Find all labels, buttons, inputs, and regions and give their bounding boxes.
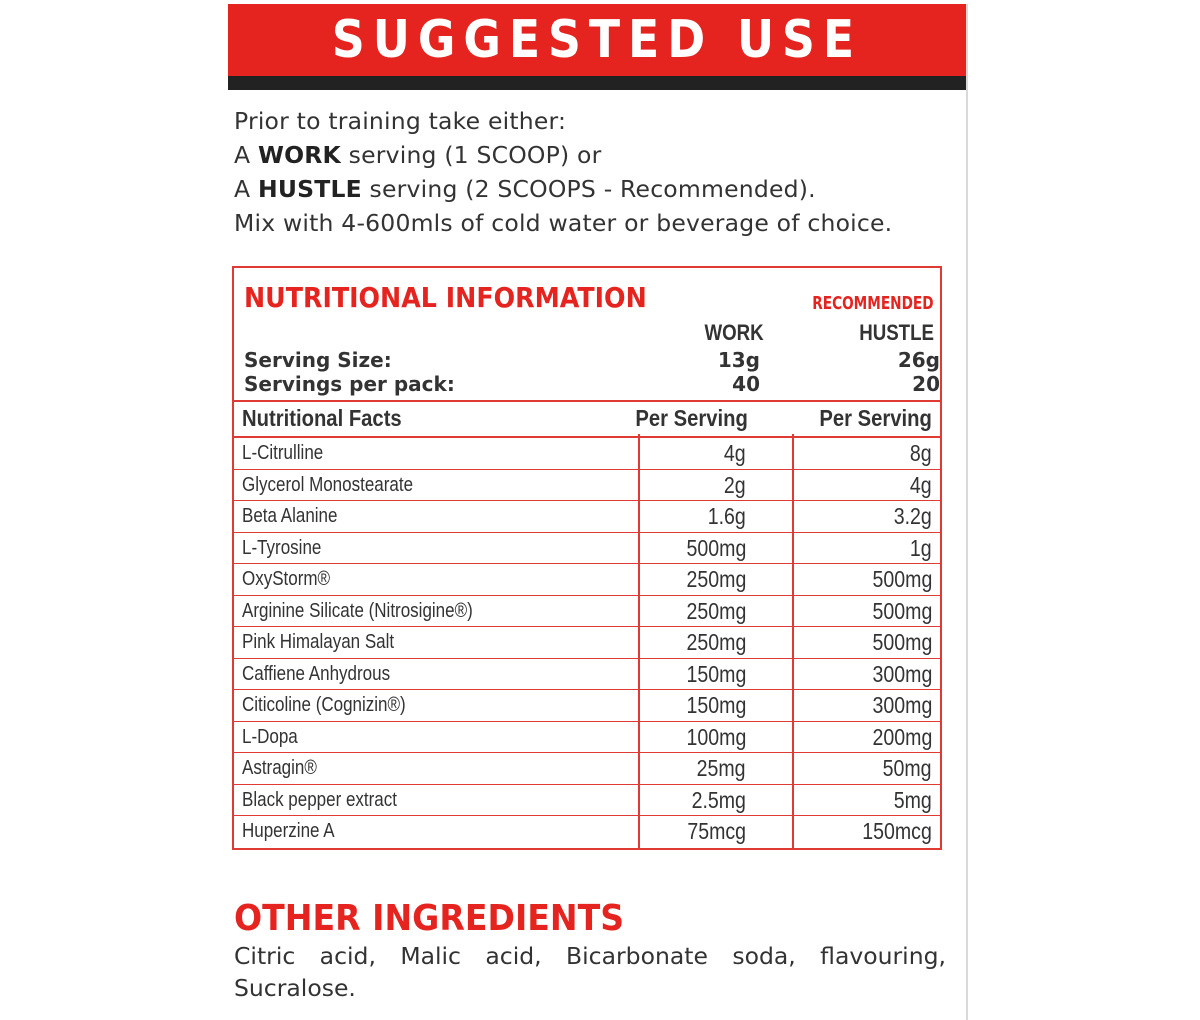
work-amount: 2.5mg (691, 786, 746, 813)
ingredient-name: Huperzine A (242, 820, 335, 842)
facts-header-row (234, 402, 940, 438)
hustle-amount: 5mg (893, 786, 932, 813)
work-amount: 100mg (686, 723, 746, 750)
ingredient-name: Black pepper extract (242, 788, 397, 811)
hustle-amount: 3.2g (893, 503, 932, 529)
hustle-label: HUSTLE (257, 175, 362, 203)
facts-rows (234, 438, 940, 847)
hustle-amount: 200mg (872, 723, 932, 750)
work-label: WORK (257, 141, 341, 169)
work-amount: 250mg (686, 629, 746, 655)
recommended-label: RECOMMENDED (812, 294, 934, 314)
table-row (234, 438, 940, 470)
other-ingredients-line-1: Citric acid, Malic acid, Bicarbonate soda, flavouring, (234, 942, 946, 970)
table-row (234, 596, 940, 628)
table-row (234, 627, 940, 659)
usage-line-2 (234, 138, 954, 172)
ingredient-name: Caffiene Anhydrous (242, 662, 391, 685)
facts-header-hustle: Per Serving (819, 405, 932, 431)
usage-line-4: Mix with 4-600mls of cold water or beverage of choice. (234, 209, 893, 237)
hustle-amount: 500mg (872, 629, 932, 655)
table-row (234, 785, 940, 817)
ingredient-name: OxyStorm® (242, 568, 331, 590)
hustle-column-header: HUSTLE (859, 320, 934, 345)
column-divider-2 (792, 434, 794, 848)
servings-per-pack-row (244, 372, 940, 396)
banner-divider (228, 76, 966, 90)
ingredient-name: Citicoline (Cognizin®) (242, 694, 406, 716)
hustle-amount: 300mg (872, 660, 932, 687)
table-row (234, 501, 940, 533)
supplement-label-panel (228, 4, 968, 1020)
serving-size-hustle: 26g (897, 348, 940, 372)
work-amount: 2g (724, 471, 746, 498)
usage-line-3-post: serving (2 SCOOPS - Recommended). (361, 175, 816, 203)
usage-line-3 (234, 172, 954, 206)
ingredient-name: L-Citrulline (242, 442, 324, 464)
usage-line-2-post: serving (1 SCOOP) or (340, 141, 602, 169)
hustle-amount: 50mg (883, 755, 932, 781)
servings-per-pack-label: Servings per pack: (244, 372, 455, 396)
table-row (234, 659, 940, 691)
nutrition-title: NUTRITIONAL INFORMATION (244, 282, 647, 314)
work-amount: 150mg (686, 660, 746, 687)
work-amount: 250mg (686, 566, 746, 592)
other-ingredients-line-2: Sucralose. (234, 974, 356, 1002)
usage-instructions (234, 104, 954, 240)
work-amount: 1.6g (707, 503, 746, 529)
work-amount: 250mg (686, 597, 746, 624)
banner-title: SUGGESTED USE (331, 10, 863, 70)
work-amount: 150mg (686, 692, 746, 718)
suggested-use-banner (228, 4, 966, 76)
hustle-amount: 500mg (872, 566, 932, 592)
hustle-amount: 500mg (872, 597, 932, 624)
ingredient-name: L-Dopa (242, 725, 298, 748)
table-row (234, 753, 940, 785)
usage-line-3-pre: A (234, 175, 258, 203)
serving-size-label: Serving Size: (244, 348, 392, 372)
usage-line-2-pre: A (234, 141, 258, 169)
other-ingredients-text (234, 940, 946, 1004)
table-row (234, 470, 940, 502)
serving-size-row (244, 348, 940, 372)
table-row (234, 816, 940, 847)
other-ingredients-title: OTHER INGREDIENTS (234, 898, 625, 939)
facts-header-work: Per Serving (635, 405, 748, 431)
hustle-amount: 8g (910, 440, 932, 466)
table-row (234, 533, 940, 565)
work-amount: 4g (724, 440, 746, 466)
table-row (234, 564, 940, 596)
ingredient-name: Arginine Silicate (Nitrosigine®) (242, 599, 473, 622)
work-column-header: WORK (704, 320, 764, 345)
nutrition-table (232, 266, 942, 850)
ingredient-name: Pink Himalayan Salt (242, 631, 395, 653)
hustle-amount: 1g (910, 534, 932, 561)
ingredient-name: Glycerol Monostearate (242, 473, 414, 496)
hustle-amount: 300mg (872, 692, 932, 718)
work-amount: 25mg (697, 755, 746, 781)
servings-per-pack-hustle: 20 (912, 372, 940, 396)
ingredient-name: L-Tyrosine (242, 536, 322, 559)
hustle-amount: 150mcg (862, 818, 932, 844)
ingredient-name: Astragin® (242, 757, 317, 779)
table-row (234, 722, 940, 754)
ingredient-name: Beta Alanine (242, 505, 338, 527)
facts-header-name: Nutritional Facts (242, 405, 402, 431)
column-divider-1 (638, 434, 640, 848)
table-row (234, 690, 940, 722)
work-amount: 75mcg (687, 818, 746, 844)
serving-size-work: 13g (717, 348, 760, 372)
usage-line-1: Prior to training take either: (234, 107, 567, 135)
work-amount: 500mg (686, 534, 746, 561)
servings-per-pack-work: 40 (732, 372, 760, 396)
hustle-amount: 4g (910, 471, 932, 498)
nutrition-facts (234, 400, 940, 847)
